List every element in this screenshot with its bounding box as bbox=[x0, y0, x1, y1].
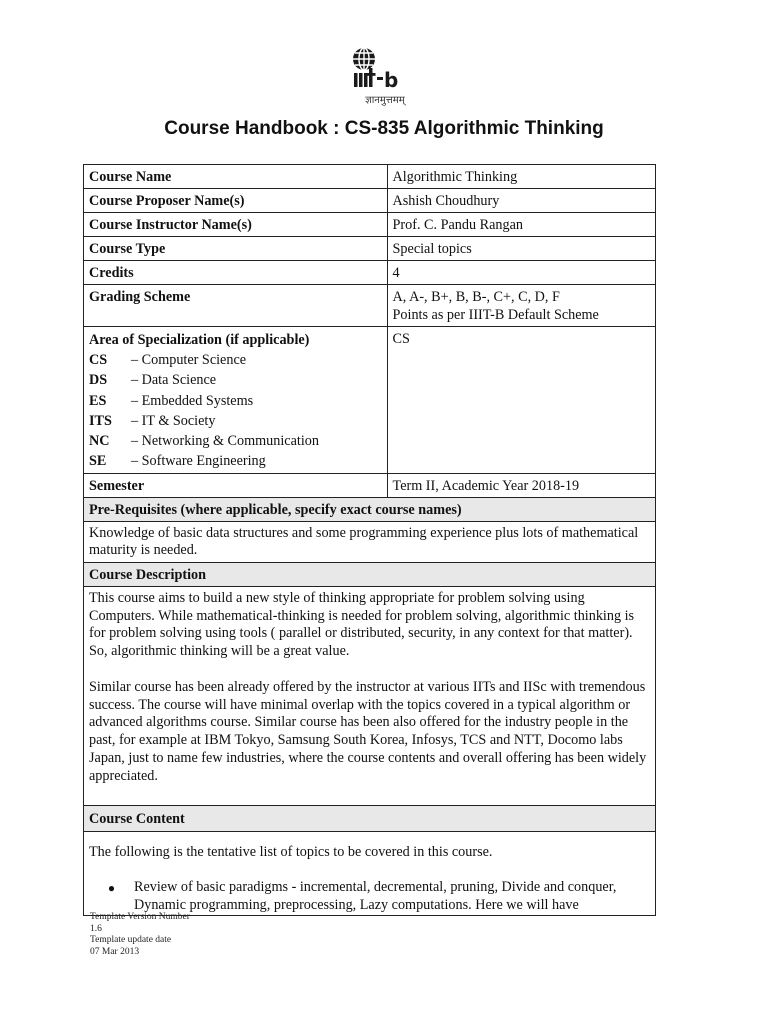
spec-item bbox=[89, 350, 382, 370]
row-value: Special topics bbox=[387, 237, 655, 261]
template-footer bbox=[90, 912, 190, 958]
description-paragraph-1: This course aims to build a new style of thinking appropriate for problem solving using Computers. While mathematical-thinking is needed for problem solving, algorithmic thinking is for problem solving using tools ( parallel or distributed, security, in any context for that matter). So, algorithmic thinking will be a great value. bbox=[89, 589, 635, 660]
row-label: Credits bbox=[84, 261, 388, 285]
version-number: 1.6 bbox=[90, 923, 102, 934]
spec-desc: – IT & Society bbox=[131, 412, 216, 429]
table-row bbox=[84, 213, 656, 237]
bullet-icon: ● bbox=[107, 880, 116, 895]
content-header-row bbox=[84, 805, 656, 831]
spec-desc: – Embedded Systems bbox=[131, 392, 254, 409]
version-label: Template Version Number bbox=[90, 912, 190, 922]
list-item-text: Review of basic paradigms - incremental, decremental, pruning, Divide and conquer, Dynamic programming, preprocessing, Lazy computations. Here we will have bbox=[134, 878, 617, 913]
specialization-row bbox=[84, 327, 656, 474]
row-label: Course Name bbox=[84, 165, 388, 189]
specialization-label: Area of Specialization (if applicable) bbox=[89, 332, 310, 348]
update-date: 07 Mar 2013 bbox=[90, 946, 140, 957]
specialization-cell bbox=[84, 327, 388, 474]
row-value: Algorithmic Thinking bbox=[387, 165, 655, 189]
prerequisites-header-row bbox=[84, 497, 656, 521]
spec-desc: – Software Engineering bbox=[131, 453, 266, 470]
table-row bbox=[84, 237, 656, 261]
svg-text:b: b bbox=[384, 68, 399, 92]
spec-code: CS bbox=[89, 352, 108, 368]
description-cell bbox=[84, 586, 656, 805]
iiitb-wordmark bbox=[354, 68, 383, 87]
grading-line-1: A, A-, B+, B, B-, C+, C, D, F bbox=[392, 289, 560, 305]
spec-item bbox=[89, 451, 382, 471]
spec-item bbox=[89, 370, 382, 390]
semester-value: Term II, Academic Year 2018-19 bbox=[387, 473, 655, 497]
spec-item bbox=[89, 431, 382, 451]
semester-label: Semester bbox=[84, 473, 388, 497]
row-label: Course Instructor Name(s) bbox=[84, 213, 388, 237]
description-header-row bbox=[84, 562, 656, 586]
spec-desc: – Data Science bbox=[131, 372, 217, 389]
table-row bbox=[84, 189, 656, 213]
grading-label: Grading Scheme bbox=[84, 285, 388, 327]
prerequisites-text: Knowledge of basic data structures and some programming experience plus lots of mathematical maturity is needed. bbox=[84, 521, 656, 562]
row-value: 4 bbox=[387, 261, 655, 285]
grading-row bbox=[84, 285, 656, 327]
row-value: Prof. C. Pandu Rangan bbox=[387, 213, 655, 237]
update-label: Template update date bbox=[90, 935, 172, 946]
grading-value bbox=[387, 285, 655, 327]
spec-desc: – Computer Science bbox=[131, 352, 247, 368]
specialization-value: CS bbox=[387, 327, 655, 474]
list-item bbox=[89, 878, 650, 914]
row-label: Course Proposer Name(s) bbox=[84, 189, 388, 213]
description-paragraph-2: Similar course has been already offered by the instructor at various IITs and IISc with tremendous success. The course will have minimal overlap with the topics covered in a typical algorithm or advanced algorithms course. Similar course has been also offered for the industry people in the past, for example at IBM Tokyo, Samsung South Korea, Infosys, TCS and NTT, Docomo labs Japan, just to name few industries, where the course contents and overall offering has been widely appreciated. bbox=[89, 678, 647, 784]
spec-code: ES bbox=[89, 392, 107, 409]
semester-row bbox=[84, 473, 656, 497]
description-header: Course Description bbox=[84, 562, 656, 586]
spec-desc: – Networking & Communication bbox=[131, 433, 319, 450]
table-row bbox=[84, 165, 656, 189]
spec-item bbox=[89, 411, 382, 431]
spec-item bbox=[89, 391, 382, 411]
content-header: Course Content bbox=[84, 805, 656, 831]
spec-code: DS bbox=[89, 372, 108, 389]
spec-code: ITS bbox=[89, 412, 112, 429]
content-intro: The following is the tentative list of topics to be covered in this course. bbox=[89, 843, 493, 860]
content-row bbox=[84, 831, 656, 915]
logo-tagline: ज्ञानमुत्तमम् bbox=[365, 95, 405, 106]
row-label: Course Type bbox=[84, 237, 388, 261]
prerequisites-row bbox=[84, 521, 656, 562]
course-info-table bbox=[83, 164, 656, 916]
content-cell bbox=[84, 831, 656, 915]
description-row bbox=[84, 586, 656, 805]
page-title: Course Handbook : CS-835 Algorithmic Thinking bbox=[164, 118, 604, 139]
grading-line-2: Points as per IIIT-B Default Scheme bbox=[392, 307, 599, 323]
table-row bbox=[84, 261, 656, 285]
prerequisites-header: Pre-Requisites (where applicable, specify exact course names) bbox=[84, 497, 656, 521]
row-value: Ashish Choudhury bbox=[387, 189, 655, 213]
spec-code: SE bbox=[89, 453, 107, 470]
globe-icon bbox=[353, 48, 375, 70]
spec-code: NC bbox=[89, 433, 110, 450]
